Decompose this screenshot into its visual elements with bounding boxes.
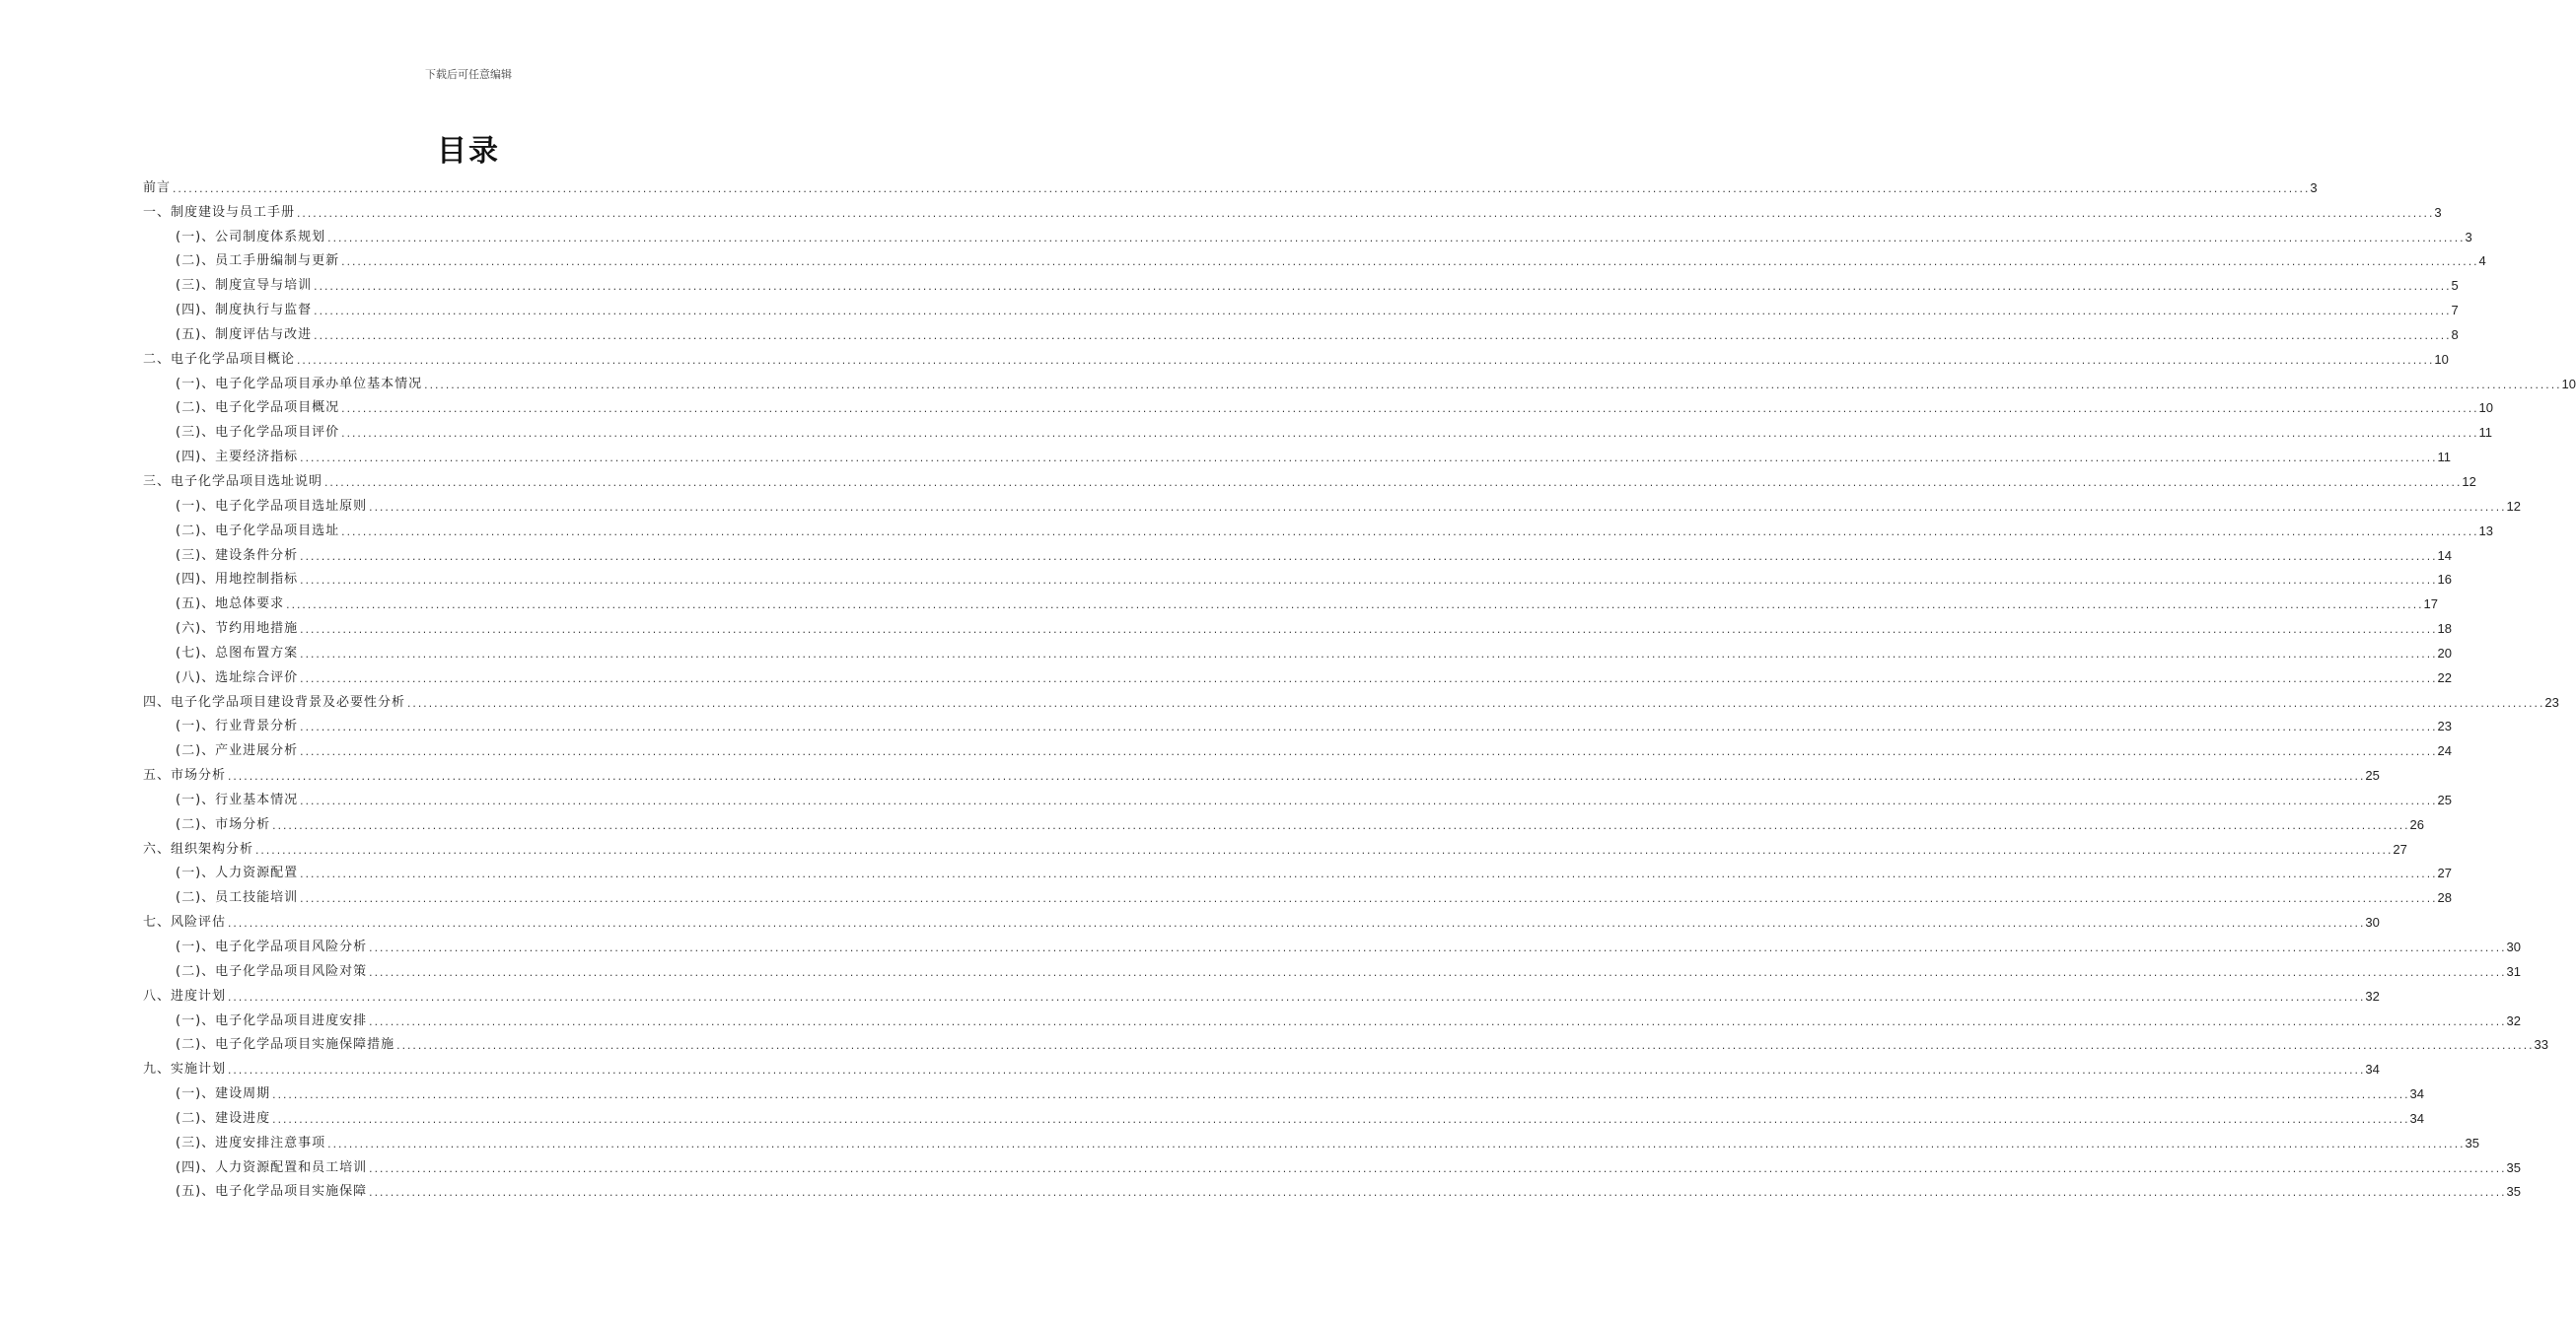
toc-entry[interactable] [143,637,2453,662]
toc-entry-page: 17 [2423,596,2439,612]
toc-entry-title: (二)、电子化学品项目实施保障措施 [176,1037,395,1053]
toc-entry-page: 25 [2437,792,2453,807]
toc-dot-leader: ................................................................................................................................................................................................................................................................................................................................................................................................................ [227,1067,2365,1078]
toc-entry[interactable] [143,1151,2522,1176]
toc-entry-page: 11 [2478,425,2493,441]
toc-dot-leader: ................................................................................................................................................................................................................................................................................................................................................................................................................ [299,797,2437,807]
toc-entry-page: 3 [2310,179,2318,195]
toc-dot-leader: ................................................................................................................................................................................................................................................................................................................................................................................................................ [313,331,2451,342]
toc-dot-leader: ................................................................................................................................................................................................................................................................................................................................................................................................................ [299,552,2437,563]
toc-dot-leader: ................................................................................................................................................................................................................................................................................................................................................................................................................ [296,209,2434,220]
toc-entry-title: (一)、行业背景分析 [176,719,299,734]
toc-entry[interactable] [143,515,2494,539]
toc-entry-page: 16 [2437,572,2453,588]
toc-entry-title: (三)、进度安排注意事项 [176,1135,326,1151]
toc-entry[interactable] [143,490,2522,515]
toc-entry[interactable] [143,441,2452,465]
toc-entry-title: 八、进度计划 [143,988,227,1004]
toc-entry-page: 34 [2409,1110,2425,1126]
toc-entry-title: (二)、电子化学品项目选址 [176,523,340,538]
toc-entry-page: 4 [2478,253,2486,269]
toc-dot-leader: ................................................................................................................................................................................................................................................................................................................................................................................................................ [299,577,2437,588]
toc-entry[interactable] [143,612,2453,637]
toc-entry-page: 10 [2478,400,2494,416]
toc-entry-title: (三)、制度宣导与培训 [176,278,313,294]
toc-entry[interactable] [143,1176,2522,1201]
toc-entry[interactable] [143,759,2380,784]
toc-entry[interactable] [143,1078,2425,1102]
toc-entry-title: (一)、电子化学品项目承办单位基本情况 [176,376,423,391]
toc-dot-leader: ................................................................................................................................................................................................................................................................................................................................................................................................................ [340,527,2478,538]
toc-dot-leader: ................................................................................................................................................................................................................................................................................................................................................................................................................ [368,503,2506,514]
toc-entry-title: 四、电子化学品项目建设背景及必要性分析 [143,694,406,710]
toc-entry-page: 35 [2506,1184,2522,1200]
toc-entry-title: (六)、节约用地措施 [176,621,299,637]
toc-entry-page: 30 [2365,915,2380,931]
toc-entry[interactable] [143,1053,2380,1078]
toc-entry[interactable] [143,711,2453,735]
toc-dot-leader: ................................................................................................................................................................................................................................................................................................................................................................................................................ [299,454,2437,465]
toc-entry-page: 33 [2534,1037,2549,1053]
toc-dot-leader: ................................................................................................................................................................................................................................................................................................................................................................................................................ [227,773,2365,784]
toc-entry-page: 27 [2437,866,2453,881]
toc-entry-title: 三、电子化学品项目选址说明 [143,473,323,489]
toc-entry-title: (四)、用地控制指标 [176,572,299,588]
toc-entry[interactable] [143,465,2476,490]
toc-dot-leader: ................................................................................................................................................................................................................................................................................................................................................................................................................ [227,993,2365,1004]
toc-entry-title: 九、实施计划 [143,1062,227,1078]
table-of-contents [143,172,2576,1200]
toc-entry-page: 5 [2451,278,2459,294]
toc-entry-page: 35 [2465,1135,2480,1151]
toc-dot-leader: ................................................................................................................................................................................................................................................................................................................................................................................................................ [299,724,2437,734]
toc-dot-leader: ................................................................................................................................................................................................................................................................................................................................................................................................................ [368,944,2506,954]
toc-entry[interactable] [143,734,2453,759]
toc-entry[interactable] [143,196,2442,221]
toc-entry-page: 10 [2561,376,2576,391]
toc-dot-leader: ................................................................................................................................................................................................................................................................................................................................................................................................................ [326,1140,2465,1151]
toc-dot-leader: ................................................................................................................................................................................................................................................................................................................................................................................................................ [406,699,2544,710]
toc-entry-title: 二、电子化学品项目概论 [143,351,296,367]
toc-entry[interactable] [143,416,2493,441]
toc-dot-leader: ................................................................................................................................................................................................................................................................................................................................................................................................................ [299,895,2437,906]
toc-entry-page: 12 [2462,473,2476,489]
toc-entry[interactable] [143,318,2459,343]
toc-entry[interactable] [143,368,2576,392]
toc-entry-title: (二)、市场分析 [176,816,271,832]
toc-dot-leader: ................................................................................................................................................................................................................................................................................................................................................................................................................ [368,1164,2506,1175]
toc-entry-title: (五)、地总体要求 [176,596,285,612]
toc-entry-page: 8 [2451,326,2459,342]
toc-entry-title: (八)、选址综合评价 [176,669,299,685]
toc-entry[interactable] [143,1102,2425,1127]
toc-entry-page: 12 [2506,498,2522,514]
toc-entry-title: (一)、公司制度体系规划 [176,229,326,244]
toc-entry[interactable] [143,858,2453,882]
toc-entry[interactable] [143,784,2453,808]
toc-entry-page: 13 [2478,523,2494,538]
toc-dot-leader: ................................................................................................................................................................................................................................................................................................................................................................................................................ [423,381,2561,391]
toc-entry[interactable] [143,980,2380,1005]
toc-entry[interactable] [143,343,2449,368]
toc-entry-page: 24 [2437,743,2453,759]
toc-entry-title: 前言 [143,179,172,195]
toc-entry-page: 32 [2365,988,2380,1004]
toc-entry-page: 23 [2437,719,2453,734]
toc-entry[interactable] [143,172,2318,196]
toc-entry-title: (二)、员工技能培训 [176,890,299,906]
toc-entry-page: 25 [2365,768,2380,784]
toc-entry-title: (一)、行业基本情况 [176,792,299,807]
toc-dot-leader: ................................................................................................................................................................................................................................................................................................................................................................................................................ [340,430,2478,441]
toc-entry-title: (二)、建设进度 [176,1110,271,1126]
toc-entry-title: (四)、制度执行与监督 [176,303,313,318]
toc-entry-page: 20 [2437,645,2453,661]
toc-dot-leader: ................................................................................................................................................................................................................................................................................................................................................................................................................ [323,478,2462,489]
toc-entry-title: (四)、主要经济指标 [176,450,299,465]
toc-entry-page: 23 [2544,694,2559,710]
toc-entry-page: 31 [2506,963,2522,979]
toc-entry[interactable] [143,931,2522,955]
toc-dot-leader: ................................................................................................................................................................................................................................................................................................................................................................................................................ [368,1017,2506,1028]
toc-entry-title: (五)、制度评估与改进 [176,326,313,342]
toc-entry[interactable] [143,245,2486,270]
toc-entry-title: (二)、电子化学品项目概况 [176,400,340,416]
toc-entry[interactable] [143,392,2494,417]
toc-entry-title: (一)、电子化学品项目风险分析 [176,940,368,954]
toc-entry-page: 3 [2434,204,2442,220]
toc-entry-title: (二)、产业进展分析 [176,743,299,759]
toc-dot-leader: ................................................................................................................................................................................................................................................................................................................................................................................................................ [271,821,2409,832]
toc-dot-leader: ................................................................................................................................................................................................................................................................................................................................................................................................................ [326,234,2465,244]
toc-entry[interactable] [143,221,2472,245]
toc-entry[interactable] [143,833,2407,858]
toc-entry-title: (三)、建设条件分析 [176,547,299,563]
toc-entry-title: (五)、电子化学品项目实施保障 [176,1184,368,1200]
toc-entry-title: (四)、人力资源配置和员工培训 [176,1159,368,1175]
toc-dot-leader: ................................................................................................................................................................................................................................................................................................................................................................................................................ [395,1042,2534,1053]
toc-entry-page: 28 [2437,890,2453,906]
toc-dot-leader: ................................................................................................................................................................................................................................................................................................................................................................................................................ [271,1115,2409,1126]
toc-dot-leader: ................................................................................................................................................................................................................................................................................................................................................................................................................ [368,1189,2506,1200]
toc-dot-leader: ................................................................................................................................................................................................................................................................................................................................................................................................................ [313,283,2451,294]
toc-dot-leader: ................................................................................................................................................................................................................................................................................................................................................................................................................ [299,871,2437,881]
toc-entry[interactable] [143,539,2453,564]
toc-dot-leader: ................................................................................................................................................................................................................................................................................................................................................................................................................ [172,184,2310,195]
toc-dot-leader: ................................................................................................................................................................................................................................................................................................................................................................................................................ [368,968,2506,979]
toc-dot-leader: ................................................................................................................................................................................................................................................................................................................................................................................................................ [296,356,2434,367]
toc-entry-title: 六、组织架构分析 [143,841,254,857]
toc-dot-leader: ................................................................................................................................................................................................................................................................................................................................................................................................................ [299,674,2437,685]
toc-entry-title: 一、制度建设与员工手册 [143,204,296,220]
toc-dot-leader: ................................................................................................................................................................................................................................................................................................................................................................................................................ [313,308,2451,318]
toc-entry[interactable] [143,808,2425,833]
toc-entry-title: (三)、电子化学品项目评价 [176,425,340,441]
toc-dot-leader: ................................................................................................................................................................................................................................................................................................................................................................................................................ [271,1091,2409,1102]
toc-entry[interactable] [143,588,2439,612]
toc-dot-leader: ................................................................................................................................................................................................................................................................................................................................................................................................................ [254,846,2393,857]
toc-entry-page: 7 [2451,303,2459,318]
toc-entry-page: 27 [2393,841,2407,857]
toc-dot-leader: ................................................................................................................................................................................................................................................................................................................................................................................................................ [227,920,2365,931]
toc-entry-title: 七、风险评估 [143,915,227,931]
toc-entry-page: 10 [2434,351,2449,367]
toc-dot-leader: ................................................................................................................................................................................................................................................................................................................................................................................................................ [340,405,2478,416]
toc-dot-leader: ................................................................................................................................................................................................................................................................................................................................................................................................................ [285,601,2423,612]
toc-entry-page: 32 [2506,1012,2522,1028]
toc-entry-page: 11 [2437,450,2452,465]
toc-entry[interactable] [143,662,2453,686]
toc-entry[interactable] [143,1005,2522,1029]
toc-dot-leader: ................................................................................................................................................................................................................................................................................................................................................................................................................ [340,258,2478,269]
toc-dot-leader: ................................................................................................................................................................................................................................................................................................................................................................................................................ [299,748,2437,759]
toc-entry-title: 五、市场分析 [143,768,227,784]
toc-dot-leader: ................................................................................................................................................................................................................................................................................................................................................................................................................ [299,626,2437,637]
toc-entry[interactable] [143,1127,2480,1151]
toc-entry-page: 35 [2506,1159,2522,1175]
toc-entry[interactable] [143,269,2459,294]
toc-dot-leader: ................................................................................................................................................................................................................................................................................................................................................................................................................ [299,650,2437,661]
toc-entry[interactable] [143,906,2380,931]
toc-entry[interactable] [143,294,2459,318]
toc-entry[interactable] [143,881,2453,906]
toc-entry-page: 34 [2365,1062,2380,1078]
page-header: 下载后可任意编辑 [425,68,512,81]
toc-entry-title: (二)、电子化学品项目风险对策 [176,963,368,979]
toc-entry-page: 3 [2465,229,2472,244]
toc-entry-page: 14 [2437,547,2453,563]
toc-entry-title: (一)、人力资源配置 [176,866,299,881]
toc-entry[interactable] [143,955,2522,980]
toc-title: 目录 [437,134,500,169]
toc-entry-title: (一)、电子化学品项目选址原则 [176,498,368,514]
toc-entry-page: 34 [2409,1086,2425,1102]
toc-entry-title: (一)、建设周期 [176,1086,271,1102]
toc-entry[interactable] [143,686,2559,711]
toc-entry-page: 26 [2409,816,2425,832]
toc-entry-page: 18 [2437,621,2453,637]
toc-entry[interactable] [143,564,2453,589]
toc-entry-title: (七)、总图布置方案 [176,645,299,661]
toc-entry-title: (一)、电子化学品项目进度安排 [176,1012,368,1028]
toc-entry-title: (二)、员工手册编制与更新 [176,253,340,269]
toc-entry[interactable] [143,1029,2549,1054]
toc-entry-page: 30 [2506,940,2522,954]
toc-entry-page: 22 [2437,669,2453,685]
